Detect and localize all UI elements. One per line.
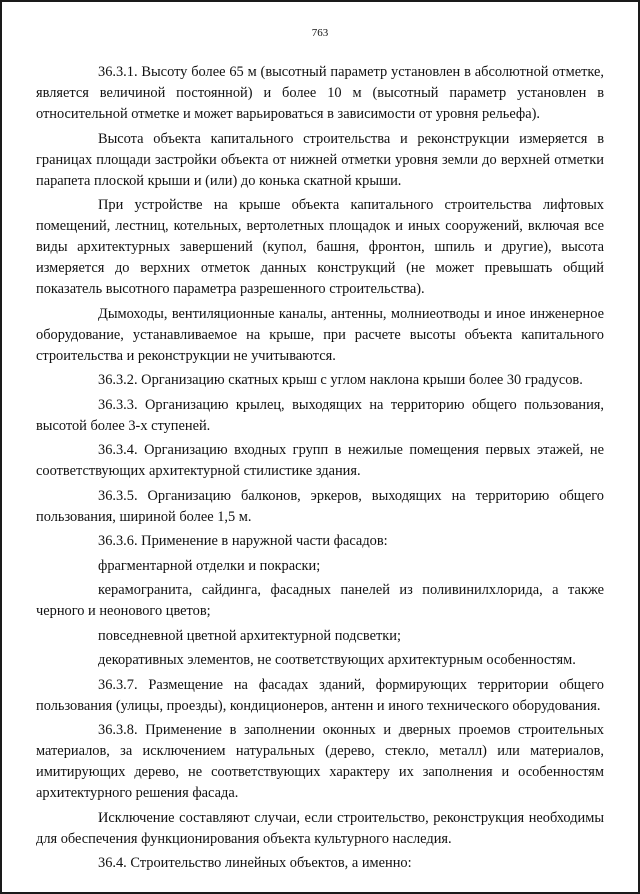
page-number: 763 <box>311 27 329 39</box>
paragraph-36-3-7: 36.3.7. Размещение на фасадах зданий, формирующих территории общего пользования (улицы, проезды), кондиционеров, антенн и иного технического оборудования. <box>36 676 604 714</box>
paragraph-36-4: 36.4. Строительство линейных объектов, а именно: <box>98 855 412 871</box>
paragraph-36-3-3: 36.3.3. Организацию крылец, выходящих на территорию общего пользования, высотой более 3-х ступеней. <box>36 396 604 434</box>
paragraph-exception: Исключение составляют случаи, если строительство, реконструкция необходимы для обеспечения функционирования объекта культурного наследия. <box>36 809 604 847</box>
list-item-fragmentary-finish: фрагментарной отделки и покраски; <box>98 557 321 574</box>
paragraph-height-measurement: Высота объекта капитального строительства и реконструкции измеряется в границах площади застройки объекта от нижней отметки уровня земли до верхней отметки парапета плоской крыши и (или) до конька скатной крыши. <box>36 130 604 189</box>
paragraph-roof-structures: При устройстве на крыше объекта капитального строительства лифтовых помещений, лестниц, котельных, вертолетных площадок и иных сооружений, включая все виды архитектурных завершений (купол, башня, фронтон, шпиль и другие), высота измеряется до верхних отметок данных конструкций (не может превышать общий показатель высотного параметра разрешенного строительства). <box>36 197 604 297</box>
document-body <box>36 62 604 878</box>
paragraph-36-3-4: 36.3.4. Организацию входных групп в нежилые помещения первых этажей, не соответствующих архитектурной стилистике здания. <box>36 442 604 479</box>
list-item-cladding-materials: керамогранита, сайдинга, фасадных панелей из поливинилхлорида, а также черного и неонового цветов; <box>36 582 604 619</box>
paragraph-36-3-2: 36.3.2. Организацию скатных крыш с углом наклона крыши более 30 градусов. <box>98 372 583 388</box>
list-item-decorative-elements: декоративных элементов, не соответствующих архитектурным особенностям. <box>98 652 576 668</box>
paragraph-36-3-8: 36.3.8. Применение в заполнении оконных и дверных проемов строительных материалов, за исключением натуральных (дерево, стекло, металл) или материалов, имитирующих дерево, не соответствующих характеру их заполнения и особенностям архитектурного решения фасада. <box>36 722 604 801</box>
paragraph-excluded-equipment: Дымоходы, вентиляционные каналы, антенны, молниеотводы и иное инженерное оборудование, устанавливаемое на крыше, при расчете высоты объекта капитального строительства и реконструкции не учитываются. <box>36 305 604 364</box>
paragraph-36-3-1: 36.3.1. Высоту более 65 м (высотный параметр установлен в абсолютной отметке, является величиной постоянной) и более 10 м (высотный параметр установлен в относительной отметке и может варьироваться в зависимости от уровня рельефа). <box>36 64 604 122</box>
paragraph-36-3-6: 36.3.6. Применение в наружной части фасадов: <box>98 533 388 549</box>
paragraph-36-3-5: 36.3.5. Организацию балконов, эркеров, выходящих на территорию общего пользования, шириной более 1,5 м. <box>36 487 604 525</box>
list-item-color-lighting: повседневной цветной архитектурной подсветки; <box>98 627 401 644</box>
